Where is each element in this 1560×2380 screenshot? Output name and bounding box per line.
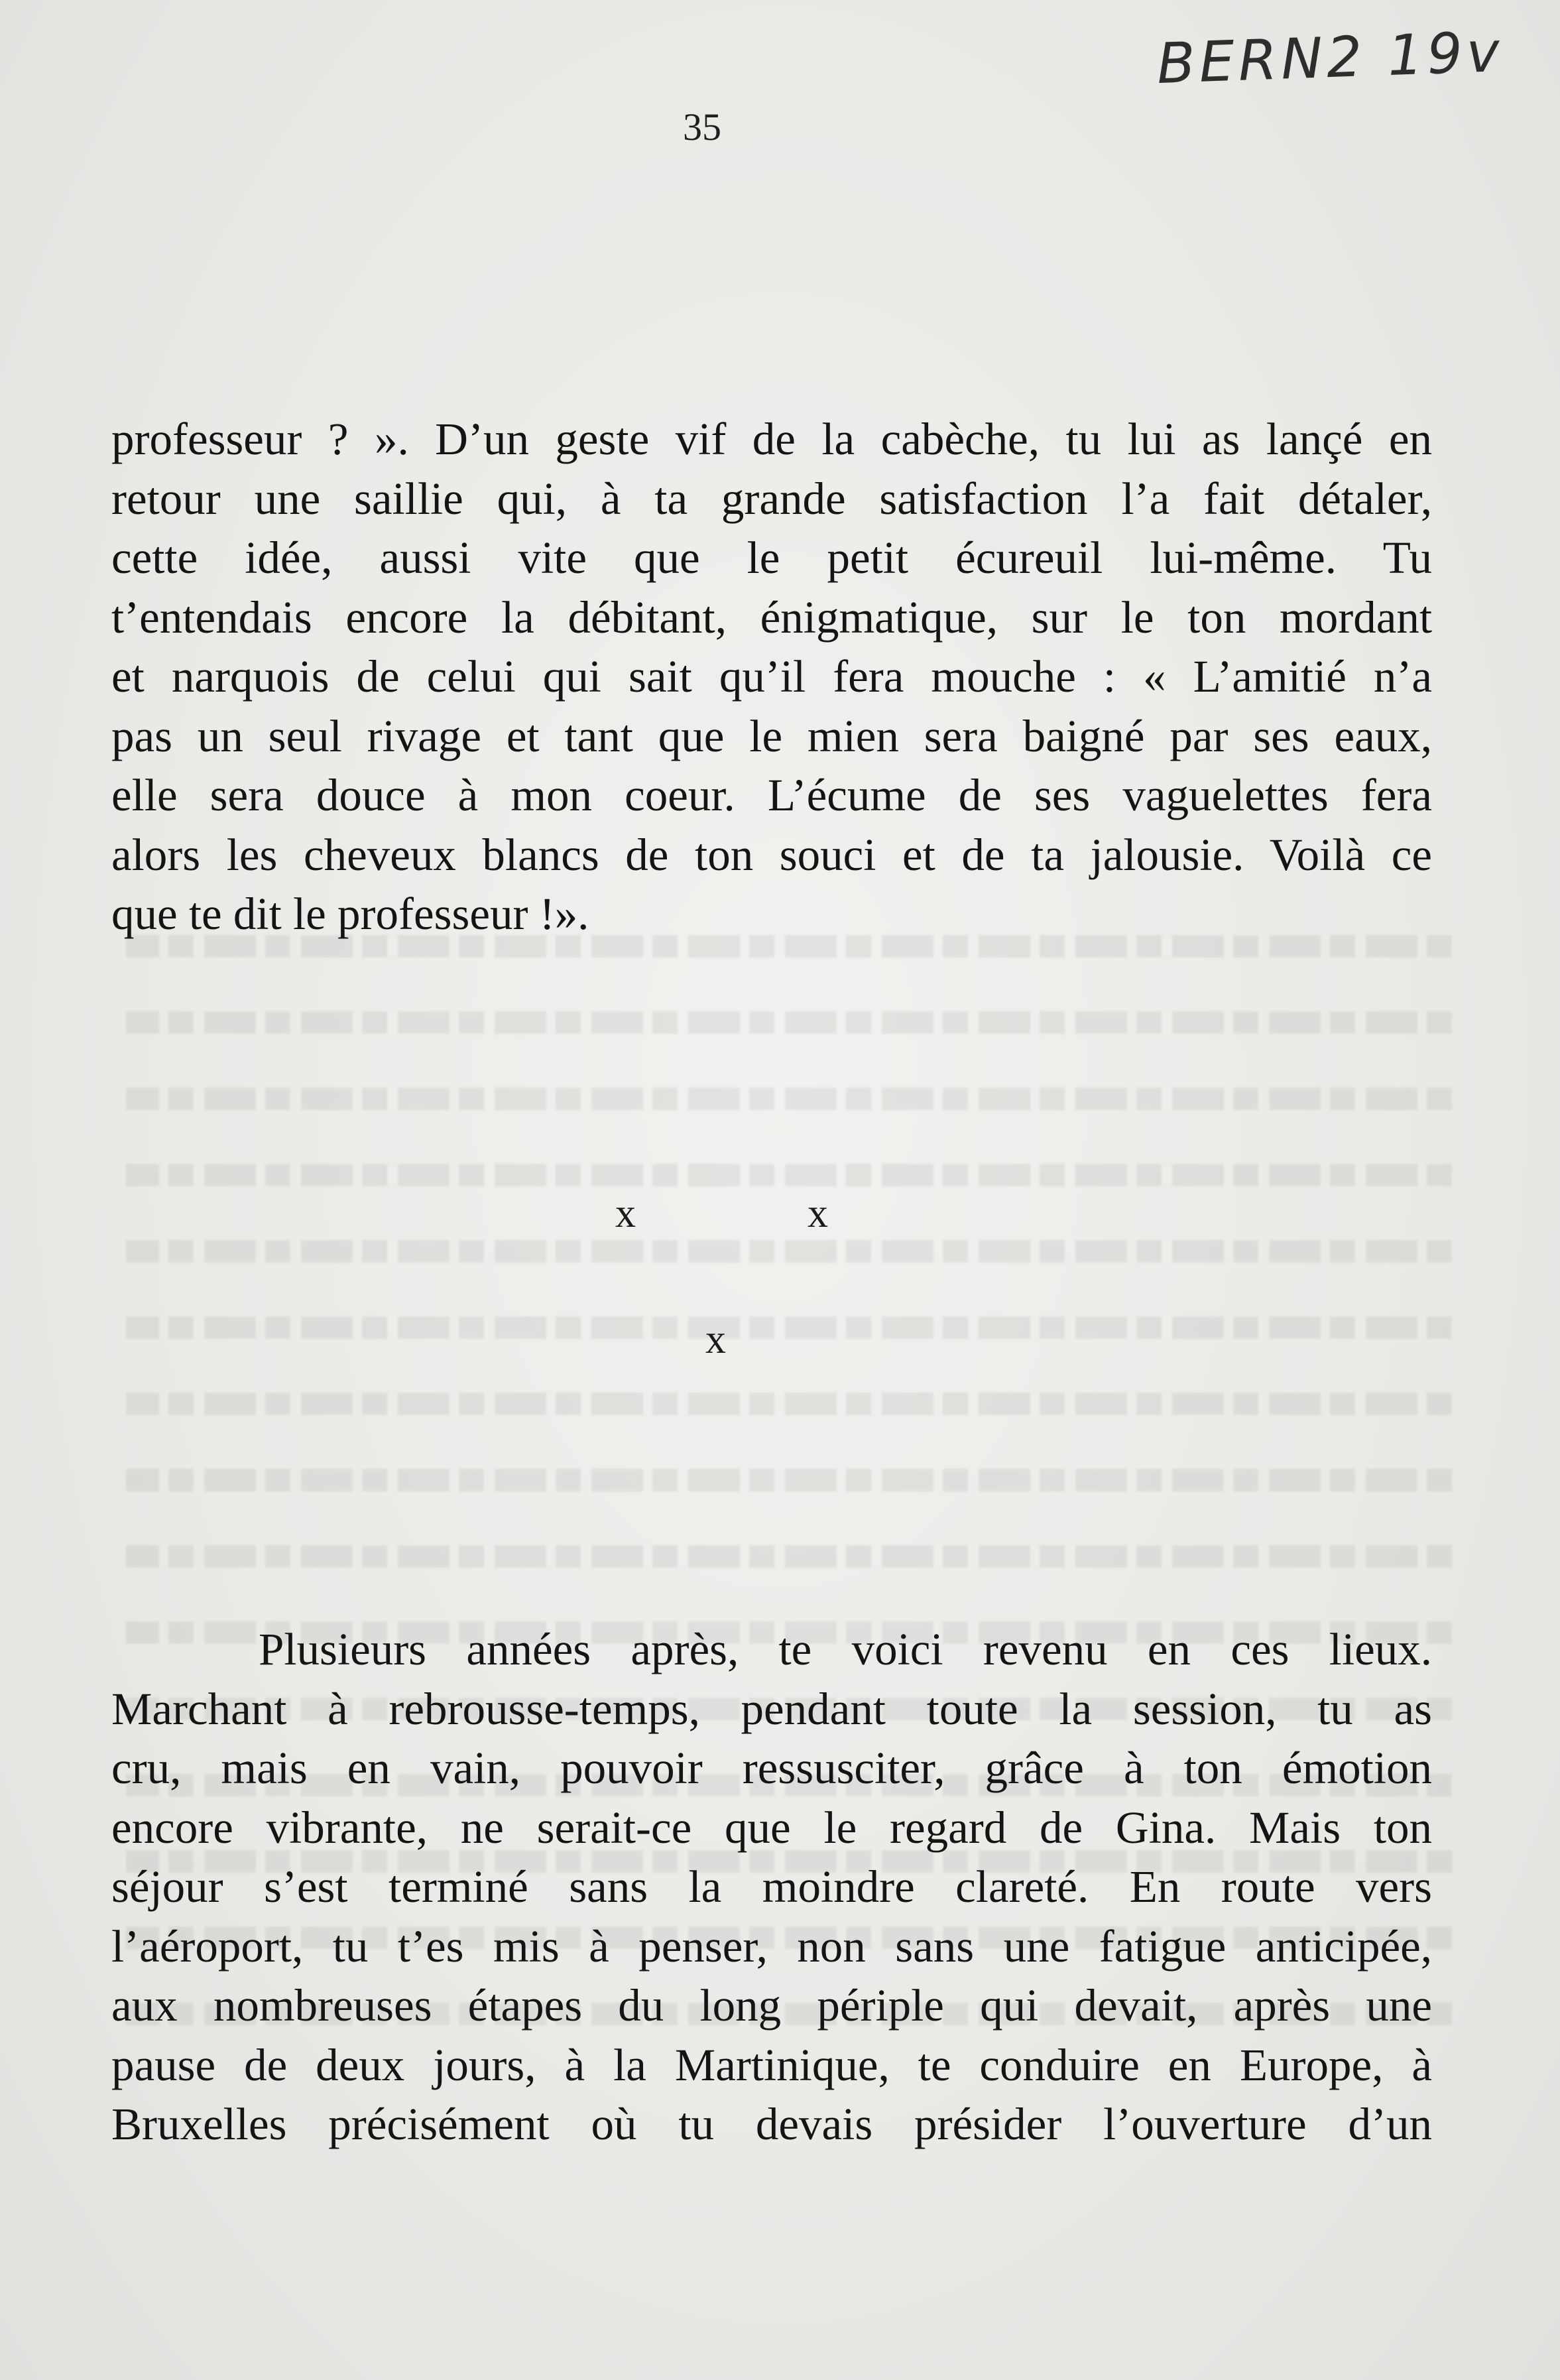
- text-line: encore vibrante, ne serait-ce que le regard de Gina. Mais ton: [111, 1802, 1432, 1853]
- handwritten-shelfmark: BERN2 19v: [1156, 19, 1505, 97]
- text-line: alors les cheveux blancs de ton souci et de ta jalousie. Voilà ce: [111, 829, 1432, 880]
- text-line: professeur ? ». D’un geste vif de la cabèche, tu lui as lançé en: [111, 414, 1432, 464]
- section-separator-mark: x: [615, 1191, 636, 1236]
- section-separator-mark: x: [808, 1191, 828, 1236]
- page-number: 35: [683, 105, 721, 149]
- text-line: séjour s’est terminé sans la moindre clareté. En route vers: [111, 1861, 1432, 1912]
- text-line: elle sera douce à mon coeur. L’écume de ses vaguelettes fera: [111, 770, 1432, 820]
- text-line: t’entendais encore la débitant, énigmatique, sur le ton mordant: [111, 592, 1432, 643]
- text-line: pause de deux jours, à la Martinique, te conduire en Europe, à: [111, 2039, 1432, 2090]
- text-line: que te dit le professeur !».: [111, 889, 589, 939]
- text-line: pas un seul rivage et tant que le mien sera baigné par ses eaux,: [111, 710, 1432, 761]
- text-line: aux nombreuses étapes du long périple qui devait, après une: [111, 1980, 1432, 2031]
- section-separator-mark: x: [705, 1317, 726, 1362]
- text-line: cru, mais en vain, pouvoir ressusciter, grâce à ton émotion: [111, 1743, 1432, 1793]
- paragraph-1: [111, 410, 1432, 944]
- text-line: Bruxelles précisément où tu devais présider l’ouverture d’un: [111, 2099, 1432, 2149]
- text-line: retour une saillie qui, à ta grande satisfaction l’a fait détaler,: [111, 473, 1432, 524]
- text-line: cette idée, aussi vite que le petit écureuil lui-même. Tu: [111, 532, 1432, 583]
- paragraph-2: [111, 1620, 1432, 2155]
- text-line: Plusieurs années après, te voici revenu en ces lieux.: [259, 1624, 1432, 1674]
- text-line: l’aéroport, tu t’es mis à penser, non sans une fatigue anticipée,: [111, 1920, 1432, 1972]
- text-line: et narquois de celui qui sait qu’il fera mouche : « L’amitié n’a: [111, 651, 1432, 702]
- text-line: Marchant à rebrousse-temps, pendant toute la session, tu as: [111, 1683, 1432, 1734]
